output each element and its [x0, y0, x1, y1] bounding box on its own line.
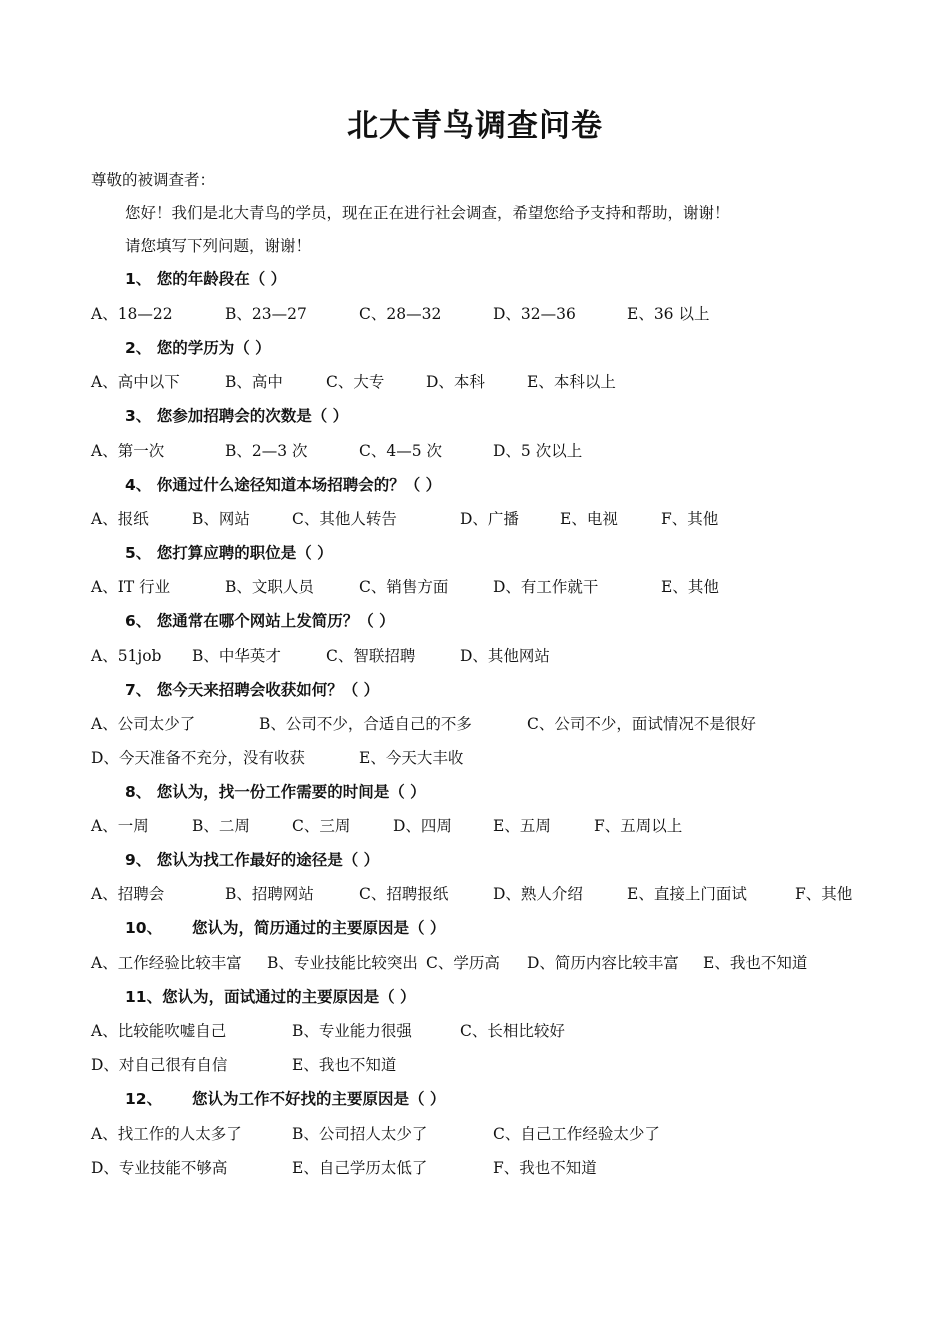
- option[interactable]: C、自己工作经验太少了: [493, 1125, 660, 1143]
- question-text: 您的年龄段在（ ）: [156, 270, 287, 288]
- question-number: 6、: [125, 612, 152, 630]
- question-4: [125, 475, 441, 495]
- option[interactable]: C、大专: [326, 373, 385, 391]
- question-12: [125, 1089, 162, 1109]
- page-title: 北大青鸟调查问卷: [347, 108, 603, 144]
- question-1: [125, 269, 286, 289]
- option[interactable]: B、公司招人太少了: [292, 1125, 428, 1143]
- question-8: [125, 782, 426, 802]
- option[interactable]: B、文职人员: [225, 578, 314, 596]
- option[interactable]: C、学历高: [426, 954, 500, 972]
- intro-text: 您好！我们是北大青鸟的学员，现在正在进行社会调查，希望您给予支持和帮助，谢谢！: [125, 204, 730, 222]
- option[interactable]: E、直接上门面试: [627, 885, 747, 903]
- option[interactable]: E、今天大丰收: [359, 749, 464, 767]
- option[interactable]: F、其他: [661, 510, 719, 528]
- option[interactable]: D、简历内容比较丰富: [527, 954, 679, 972]
- option[interactable]: A、找工作的人太多了: [91, 1125, 242, 1143]
- option[interactable]: B、网站: [192, 510, 250, 528]
- option[interactable]: C、招聘报纸: [359, 885, 449, 903]
- option[interactable]: C、三周: [292, 817, 351, 835]
- option[interactable]: E、电视: [560, 510, 618, 528]
- question-7: [125, 680, 379, 700]
- option[interactable]: D、今天准备不充分，没有收获: [91, 749, 305, 767]
- option[interactable]: C、长相比较好: [460, 1022, 565, 1040]
- option[interactable]: A、报纸: [91, 510, 149, 528]
- option[interactable]: E、36 以上: [627, 305, 710, 323]
- option[interactable]: B、二周: [192, 817, 250, 835]
- question-text: 您认为找工作最好的途径是（ ）: [156, 851, 380, 869]
- option[interactable]: A、51job: [91, 647, 162, 665]
- option[interactable]: D、5 次以上: [493, 442, 583, 460]
- question-2: [125, 338, 271, 358]
- option[interactable]: C、销售方面: [359, 578, 449, 596]
- option[interactable]: A、工作经验比较丰富: [91, 954, 242, 972]
- question-number: 9、: [125, 851, 152, 869]
- question-text: 您今天来招聘会收获如何？（ ）: [156, 681, 380, 699]
- salutation: 尊敬的被调查者：: [91, 171, 216, 189]
- option[interactable]: C、28—32: [359, 305, 442, 323]
- option[interactable]: E、我也不知道: [703, 954, 808, 972]
- question-9: [125, 850, 379, 870]
- option[interactable]: E、本科以上: [527, 373, 616, 391]
- question-text: 您的学历为（ ）: [156, 339, 271, 357]
- option[interactable]: E、五周: [493, 817, 551, 835]
- option[interactable]: F、我也不知道: [493, 1159, 597, 1177]
- option[interactable]: F、其他: [795, 885, 853, 903]
- question-number: 7、: [125, 681, 152, 699]
- question-number: 3、: [125, 407, 152, 425]
- option[interactable]: A、高中以下: [91, 373, 180, 391]
- option[interactable]: F、五周以上: [594, 817, 683, 835]
- option[interactable]: D、四周: [393, 817, 452, 835]
- instruction-text: 请您填写下列问题，谢谢！: [125, 237, 312, 255]
- question-5: [125, 543, 333, 563]
- question-text: 您认为，简历通过的主要原因是（ ）: [192, 919, 446, 937]
- question-number: 2、: [125, 339, 152, 357]
- question-text: 您认为，找一份工作需要的时间是（ ）: [156, 783, 426, 801]
- question-text: 你通过什么途径知道本场招聘会的？（ ）: [156, 476, 442, 494]
- option[interactable]: D、其他网站: [460, 647, 550, 665]
- question-text: 您参加招聘会的次数是（ ）: [156, 407, 349, 425]
- option[interactable]: D、32—36: [493, 305, 576, 323]
- question-text: 您通常在哪个网站上发简历？（ ）: [156, 612, 395, 630]
- option[interactable]: A、公司太少了: [91, 715, 196, 733]
- option[interactable]: D、对自己很有自信: [91, 1056, 228, 1074]
- option[interactable]: A、比较能吹嘘自己: [91, 1022, 227, 1040]
- question-text: 您打算应聘的职位是（ ）: [156, 544, 333, 562]
- option[interactable]: A、第一次: [91, 442, 165, 460]
- option[interactable]: C、智联招聘: [326, 647, 416, 665]
- question-10: [125, 918, 162, 938]
- option[interactable]: D、有工作就干: [493, 578, 599, 596]
- question-number: 10、: [125, 919, 163, 937]
- option[interactable]: A、招聘会: [91, 885, 165, 903]
- option[interactable]: D、熟人介绍: [493, 885, 583, 903]
- option[interactable]: E、自己学历太低了: [292, 1159, 428, 1177]
- option[interactable]: C、其他人转告: [292, 510, 397, 528]
- question-number: 1、: [125, 270, 152, 288]
- option[interactable]: C、4—5 次: [359, 442, 443, 460]
- question-6: [125, 611, 395, 631]
- question-11: [125, 987, 415, 1007]
- option[interactable]: B、专业能力很强: [292, 1022, 412, 1040]
- question-number: 8、: [125, 783, 152, 801]
- option[interactable]: D、广播: [460, 510, 519, 528]
- option[interactable]: B、招聘网站: [225, 885, 314, 903]
- question-number: 12、: [125, 1090, 163, 1108]
- question-number: 4、: [125, 476, 152, 494]
- option[interactable]: B、专业技能比较突出: [267, 954, 418, 972]
- question-number: 5、: [125, 544, 152, 562]
- question-number: 11、: [125, 988, 163, 1006]
- option[interactable]: E、我也不知道: [292, 1056, 397, 1074]
- option[interactable]: B、2—3 次: [225, 442, 308, 460]
- option[interactable]: E、其他: [661, 578, 719, 596]
- option[interactable]: A、一周: [91, 817, 149, 835]
- option[interactable]: B、公司不少，合适自己的不多: [259, 715, 472, 733]
- option[interactable]: C、公司不少，面试情况不是很好: [527, 715, 756, 733]
- question-3: [125, 406, 348, 426]
- option[interactable]: B、高中: [225, 373, 283, 391]
- option[interactable]: A、IT 行业: [91, 578, 171, 596]
- option[interactable]: B、23—27: [225, 305, 307, 323]
- option[interactable]: D、专业技能不够高: [91, 1159, 228, 1177]
- question-text: 您认为，面试通过的主要原因是（ ）: [162, 988, 416, 1006]
- question-text: 您认为工作不好找的主要原因是（ ）: [192, 1090, 446, 1108]
- option[interactable]: A、18—22: [91, 305, 173, 323]
- option[interactable]: B、中华英才: [192, 647, 281, 665]
- option[interactable]: D、本科: [426, 373, 485, 391]
